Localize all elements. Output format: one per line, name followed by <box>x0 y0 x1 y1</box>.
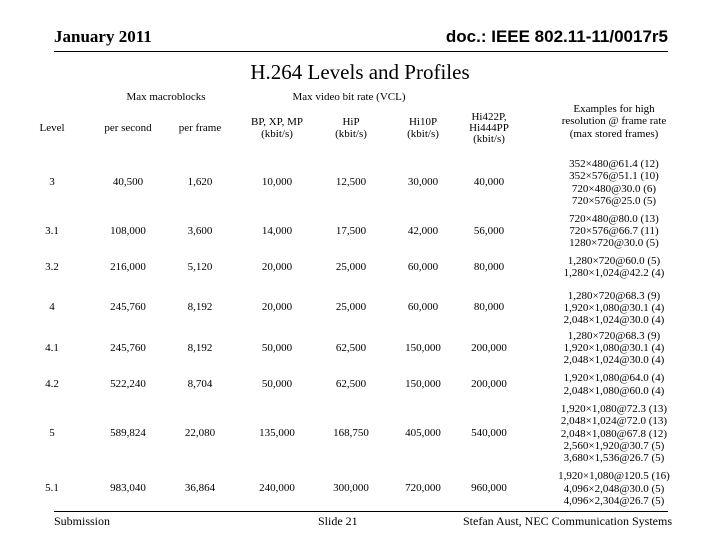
cell-per-frame: 8,192 <box>187 341 213 354</box>
cell-per-frame: 5,120 <box>187 260 213 273</box>
cell-hip: 168,750 <box>333 426 369 439</box>
cell-examples <box>518 403 710 465</box>
cell-bp: 20,000 <box>261 301 293 314</box>
cell-per-second: 983,040 <box>110 481 146 494</box>
column-header-level: Level <box>39 121 65 134</box>
cell-level: 4.2 <box>45 377 59 390</box>
cell-bp: 10,000 <box>261 175 293 188</box>
cell-level: 5 <box>49 426 55 439</box>
cell-hip: 25,000 <box>335 260 367 273</box>
example-line: 2,560×1,920@30.7 (5) <box>563 439 665 452</box>
cell-examples <box>518 249 710 285</box>
example-line: 2,048×1,024@30.0 (4) <box>563 313 665 326</box>
column-header-per-frame: per frame <box>178 121 222 134</box>
cell-hip: 17,500 <box>335 224 367 237</box>
cell-per-second: 108,000 <box>110 224 146 237</box>
levels-table-wrapper <box>0 91 720 513</box>
cell-bp: 50,000 <box>261 341 293 354</box>
cell-examples <box>518 465 710 513</box>
column-header-hi10p: Hi10P (kbit/s) <box>407 116 439 140</box>
example-line: 4,096×2,304@26.7 (5) <box>563 494 665 507</box>
cell-per-frame: 1,620 <box>187 175 213 188</box>
cell-per-second: 522,240 <box>110 377 146 390</box>
cell-hip: 12,500 <box>335 175 367 188</box>
slide-title: H.264 Levels and Profiles <box>250 60 470 84</box>
example-line: 720×480@30.0 (6) <box>571 182 657 195</box>
example-line: 2,048×1,024@72.0 (13) <box>560 415 668 428</box>
cell-per-second: 40,500 <box>112 175 144 188</box>
cell-level: 5.1 <box>45 481 59 494</box>
header-document-id: doc.: IEEE 802.11-11/0017r5 <box>445 27 668 46</box>
group-header-bitrate: Max video bit rate (VCL) <box>292 91 406 104</box>
cell-level: 4 <box>49 301 55 314</box>
cell-hi422: 200,000 <box>471 377 507 390</box>
example-line: 2,048×1,080@60.0 (4) <box>563 384 665 397</box>
cell-hi10p: 42,000 <box>407 224 439 237</box>
cell-hip: 25,000 <box>335 301 367 314</box>
cell-level: 3.2 <box>45 260 59 273</box>
table-row <box>10 249 710 285</box>
cell-hi10p: 405,000 <box>405 426 441 439</box>
header-rule <box>54 51 668 52</box>
example-line: 1,280×720@68.3 (9) <box>567 330 661 343</box>
footer-rule <box>54 511 668 512</box>
cell-hi10p: 60,000 <box>407 260 439 273</box>
example-line: 4,096×2,048@30.0 (5) <box>563 482 665 495</box>
header-spacer-2 <box>460 91 518 105</box>
footer-slide-number: Slide 21 <box>318 514 358 528</box>
table-row <box>10 213 710 249</box>
cell-level: 3 <box>49 175 55 188</box>
cell-hi10p: 720,000 <box>405 481 441 494</box>
cell-per-second: 245,760 <box>110 341 146 354</box>
cell-hi422: 56,000 <box>473 224 505 237</box>
header-date: January 2011 <box>54 27 152 46</box>
cell-per-frame: 3,600 <box>187 224 213 237</box>
column-header-hi422: Hi422P, Hi444PP (kbit/s) <box>469 110 509 146</box>
cell-bp: 14,000 <box>261 224 293 237</box>
cell-per-frame: 8,192 <box>187 301 213 314</box>
cell-level: 3.1 <box>45 224 59 237</box>
cell-bp: 240,000 <box>259 481 295 494</box>
table-row <box>10 465 710 513</box>
header-spacer <box>10 91 94 105</box>
example-line: 1,920×1,080@30.1 (4) <box>563 342 665 355</box>
example-line: 1,920×1,080@64.0 (4) <box>563 372 665 385</box>
cell-per-frame: 22,080 <box>184 426 216 439</box>
column-header-examples: Examples for high resolution @ frame rate (max stored frames) <box>561 103 667 140</box>
cell-hip: 300,000 <box>333 481 369 494</box>
example-line: 1,920×1,080@72.3 (13) <box>560 403 668 416</box>
example-line: 1,280×1,024@42.2 (4) <box>563 267 665 280</box>
cell-hi10p: 150,000 <box>405 341 441 354</box>
levels-table-body <box>10 152 710 513</box>
cell-examples <box>518 152 710 213</box>
cell-hi10p: 30,000 <box>407 175 439 188</box>
example-line: 2,048×1,080@67.8 (12) <box>560 427 668 440</box>
example-line: 352×576@51.1 (10) <box>569 170 659 183</box>
table-row <box>10 330 710 366</box>
cell-per-second: 245,760 <box>110 301 146 314</box>
example-line: 1,920×1,080@120.5 (16) <box>558 470 670 483</box>
cell-hi422: 960,000 <box>471 481 507 494</box>
cell-examples <box>518 213 710 249</box>
example-line: 720×480@80.0 (13) <box>569 213 659 225</box>
cell-hi10p: 60,000 <box>407 301 439 314</box>
column-header-per-second: per second <box>104 121 152 134</box>
column-header-hip: HiP (kbit/s) <box>335 116 367 140</box>
cell-per-second: 589,824 <box>110 426 146 439</box>
column-header-bp: BP, XP, MP (kbit/s) <box>251 116 303 140</box>
example-line: 1,280×720@60.0 (5) <box>567 255 661 268</box>
cell-per-second: 216,000 <box>110 260 146 273</box>
example-line: 720×576@66.7 (11) <box>569 225 659 238</box>
example-line: 352×480@61.4 (12) <box>569 158 659 171</box>
group-header-macroblocks: Max macroblocks <box>126 91 206 104</box>
cell-hip: 62,500 <box>335 377 367 390</box>
cell-hi422: 200,000 <box>471 341 507 354</box>
cell-examples <box>518 367 710 403</box>
cell-level: 4.1 <box>45 341 59 354</box>
example-line: 1,280×720@68.3 (9) <box>567 289 661 302</box>
cell-hi422: 40,000 <box>473 175 505 188</box>
cell-hi10p: 150,000 <box>405 377 441 390</box>
example-line: 2,048×1,024@30.0 (4) <box>563 354 665 367</box>
cell-per-frame: 36,864 <box>184 481 216 494</box>
cell-hi422: 80,000 <box>473 260 505 273</box>
table-row <box>10 367 710 403</box>
table-row <box>10 152 710 213</box>
levels-table <box>10 91 710 513</box>
cell-examples <box>518 330 710 366</box>
table-row <box>10 403 710 465</box>
cell-bp: 20,000 <box>261 260 293 273</box>
cell-hi422: 80,000 <box>473 301 505 314</box>
cell-bp: 135,000 <box>259 426 295 439</box>
example-line: 720×576@25.0 (5) <box>571 194 657 207</box>
footer-submission: Submission <box>54 514 111 528</box>
cell-examples <box>518 285 710 330</box>
example-line: 1,920×1,080@30.1 (4) <box>563 301 665 314</box>
cell-hi422: 540,000 <box>471 426 507 439</box>
example-line: 1280×720@30.0 (5) <box>569 237 659 250</box>
table-row <box>10 285 710 330</box>
example-line: 3,680×1,536@26.7 (5) <box>563 451 665 464</box>
cell-per-frame: 8,704 <box>187 377 213 390</box>
cell-hip: 62,500 <box>335 341 367 354</box>
footer-author: Stefan Aust, NEC Communication Systems <box>463 514 672 528</box>
cell-bp: 50,000 <box>261 377 293 390</box>
